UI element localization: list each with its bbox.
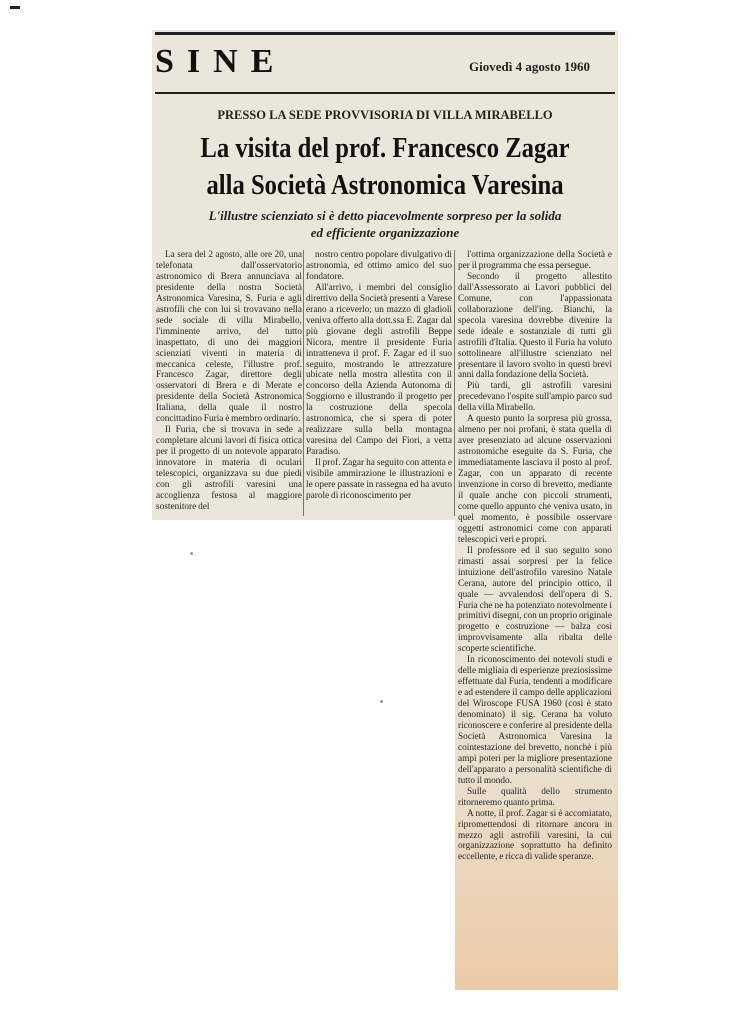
article-column-1 — [156, 250, 302, 516]
article-kicker: PRESSO LA SEDE PROVVISORIA DI VILLA MIRABELLO — [217, 108, 553, 122]
subhead-line: ed efficiente organizzazione — [310, 225, 460, 240]
masthead-top-rule — [155, 32, 615, 35]
paragraph: Sulle qualità dello strumento ritorneremo quanto prima. — [458, 786, 612, 808]
paragraph: A notte, il prof. Zagar si è accomiatato, ripromettendosi di ritornare ancora in mezzo agli astrofili varesini, la cui organizzazione soprattutto ha definito eccellente, e ricca di valide speranze. — [458, 808, 612, 863]
article-column-3 — [458, 250, 612, 975]
article-column-2 — [306, 250, 452, 516]
paragraph: Il prof. Zagar ha seguito con attenta e visibile ammirazione le illustrazioni e le opere passate in rassegna ed ha avuto parole di riconoscimento per — [306, 458, 452, 501]
paragraph: All'arrivo, i membri del consiglio direttivo della Società presenti a Varese erano a riceverlo; un mazzo di gladioli veniva offerto alla dott.ssa E. Zagar dal più giovane degli astrofili Beppe Nicora, mentre il presidente Furia intratteneva il prof. F. Zagar ed il suo seguito, mostrando le attrezzature ubicate nella mostra allestita con il concorso della Azienda Autonoma di Soggiorno e illustrando il progetto per la costruzione della specola astronomica, che si spera di poter realizzare sulla bella montagna varesina del Campo dei Fiori, a vetta Paradiso. — [306, 282, 452, 458]
column-separator — [303, 250, 304, 516]
paragraph: Il Furia, che si trovava in sede a completare alcuni lavori di fisica ottica per il progetto di un notevole apparato innovatore in materia di oculari telescopici, organizzava su due piedi con gli astrofili varesini una accoglienza festosa al maggiore sostenitore del — [156, 425, 302, 512]
paragraph: Il professore ed il suo seguito sono rimasti assai sorpresi per la felice intuizione dell'astrofilo varesino Natale Cerana, autore del principio ottico, il quale — avvalendosi dell'opera di S. Furia che ne ha potenziato notevolmente i primitivi disegni, con un proprio originale progetto e costruzione — balza così improvvisamente alla ribalta delle scoperte scientifiche. — [458, 545, 612, 655]
paragraph: Più tardi, gli astrofili varesini precedevano l'ospite sull'ampio parco sud della villa Mirabello. — [458, 381, 612, 414]
paragraph: Secondo il progetto allestito dall'Assessorato ai Lavori pubblici del Comune, con l'appassionata collaborazione dell'ing. Bianchi, la specola varesina dovrebbe divenire la sede ideale e sostanziale di tutti gli astrofili d'Italia. Questo il Furia ha voluto sottolineare all'illustre scienziato nel presentare il lavoro svolto in questi brevi anni dalla fondazione della Società. — [458, 271, 612, 381]
column-separator — [454, 250, 455, 516]
paragraph: La sera del 2 agosto, alle ore 20, una telefonata dall'osservatorio astronomico di Brera annunciava al presidente della nostra Società Astronomica Varesina, S. Furia e agli astrofili che con lui si trovavano nella sede sociale di villa Mirabello, l'imminente arrivo, del tutto inaspettato, di uno dei maggiori scienziati viventi in materia di meccanica celeste, l'illustre prof. Francesco Zagar, direttore degli osservatori di Brera e di Merate e presidente della Società Astronomica Italiana, della quale il nostro concittadino Furia è membro ordinario. — [156, 250, 302, 425]
subhead-line: L'illustre scienziato si è detto piacevolmente sorpreso per la solida — [208, 208, 562, 223]
publication-date: Giovedì 4 agosto 1960 — [469, 59, 590, 74]
paragraph: l'ottima organizzazione della Società e per il programma che essa persegue. — [458, 250, 612, 271]
headline-line: alla Società Astronomica Varesina — [206, 170, 564, 201]
masthead-title: SINE — [155, 43, 287, 80]
paragraph: nostro centro popolare divulgativo di astronomia, ed ottimo amico del suo fondatore. — [306, 250, 452, 282]
paragraph: A questo punto la sorpresa più grossa, almeno per noi profani, è stata quella di aver presenziato ad alcune osservazioni astronomiche eseguite da S. Furia, che immediatamente lasciava il posto al prof. Zagar, con un apparato di recente invenzione in corso di brevetto, mediante il quale anche con piccoli strumenti, come quello appunto che veniva usato, in quel momento, è possibile osservare oggetti astronomici come con apparati telescopici veri e propri. — [458, 414, 612, 545]
masthead-bottom-rule — [155, 92, 615, 94]
scan-speck — [190, 552, 193, 555]
scan-corner-mark — [10, 6, 20, 9]
scan-speck — [380, 700, 383, 703]
article-subhead — [160, 207, 610, 241]
article-headline — [187, 130, 583, 204]
headline-line: La visita del prof. Francesco Zagar — [200, 133, 570, 164]
paragraph: In riconoscimento dei notevoli studi e delle migliaia di esperienze preziosissime effettuate dal Furia, tendenti a modificare e ad estendere il campo delle applicazioni del Wiroscope FUSA 1960 (così è stato denominato) il sig. Cerana ha voluto riconoscere e conferire al presidente della Società Astronomica Varesina la cointestazione del brevetto, nonchè i più ampi poteri per la migliore presentazione dell'apparato a personalità scientifiche di tutto il mondo. — [458, 655, 612, 786]
